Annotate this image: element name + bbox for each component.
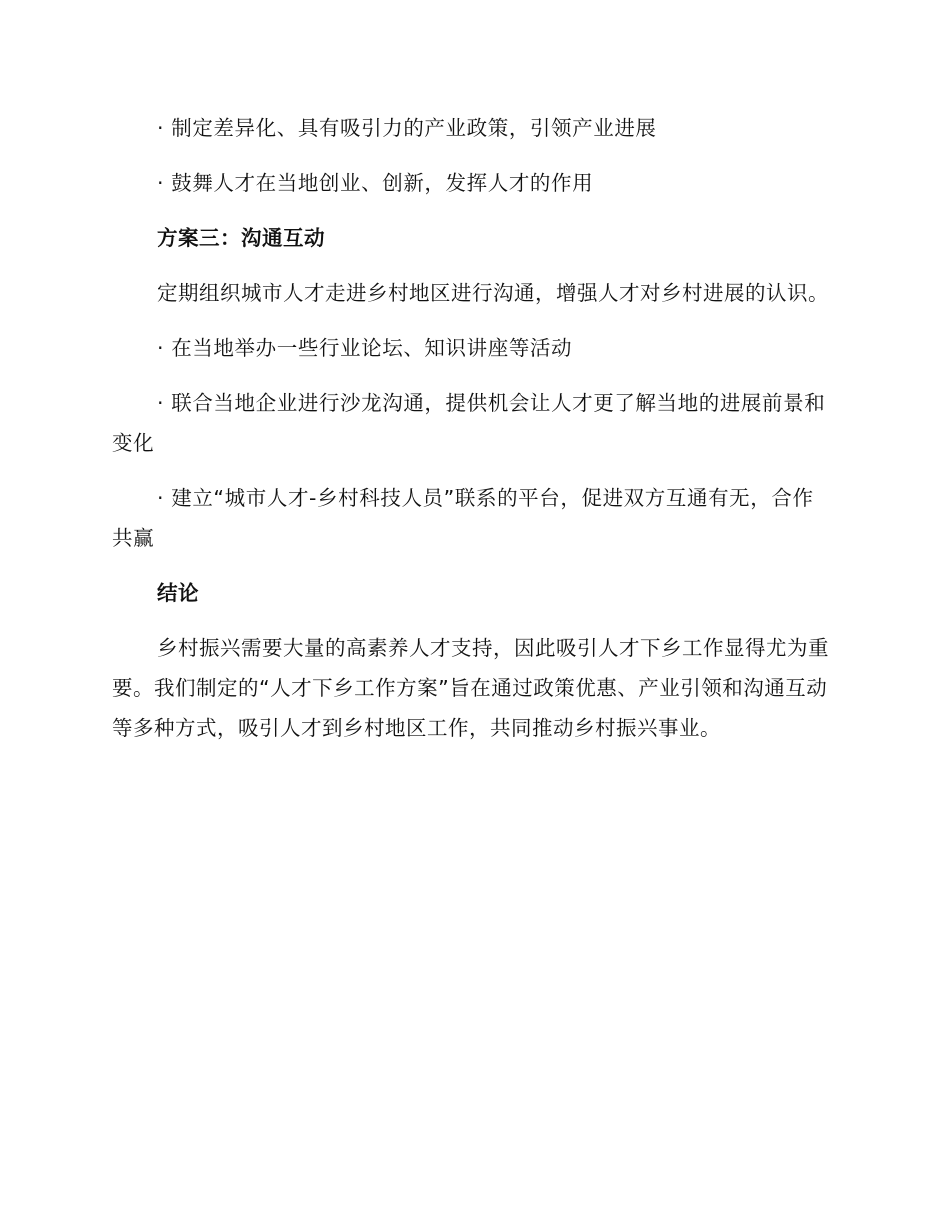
bullet-platform: · 建立“城市人才-乡村科技人员”联系的平台，促进双方互通有无，合作共赢 [112,486,814,550]
bullet-encourage-talent: · 鼓舞人才在当地创业、创新，发挥人才的作用 [157,171,594,195]
bullet-forums: · 在当地举办一些行业论坛、知识讲座等活动 [157,336,573,360]
heading-conclusion: 结论 [157,581,199,605]
bullet-policy: · 制定差异化、具有吸引力的产业政策，引领产业进展 [157,116,657,140]
paragraph-plan-three-intro: 定期组织城市人才走进乡村地区进行沟通，增强人才对乡村进展的认识。 [157,281,829,305]
paragraph-conclusion: 乡村振兴需要大量的高素养人才支持，因此吸引人才下乡工作显得尤为重要。我们制定的“人才下乡工作方案”旨在通过政策优惠、产业引领和沟通互动等多种方式，吸引人才到乡村地区工作，共同推动乡村振兴事业。 [112,636,829,740]
document-page [112,108,832,763]
bullet-salon: · 联合当地企业进行沙龙沟通，提供机会让人才更了解当地的进展前景和变化 [112,391,826,455]
heading-plan-three: 方案三：沟通互动 [157,226,325,250]
